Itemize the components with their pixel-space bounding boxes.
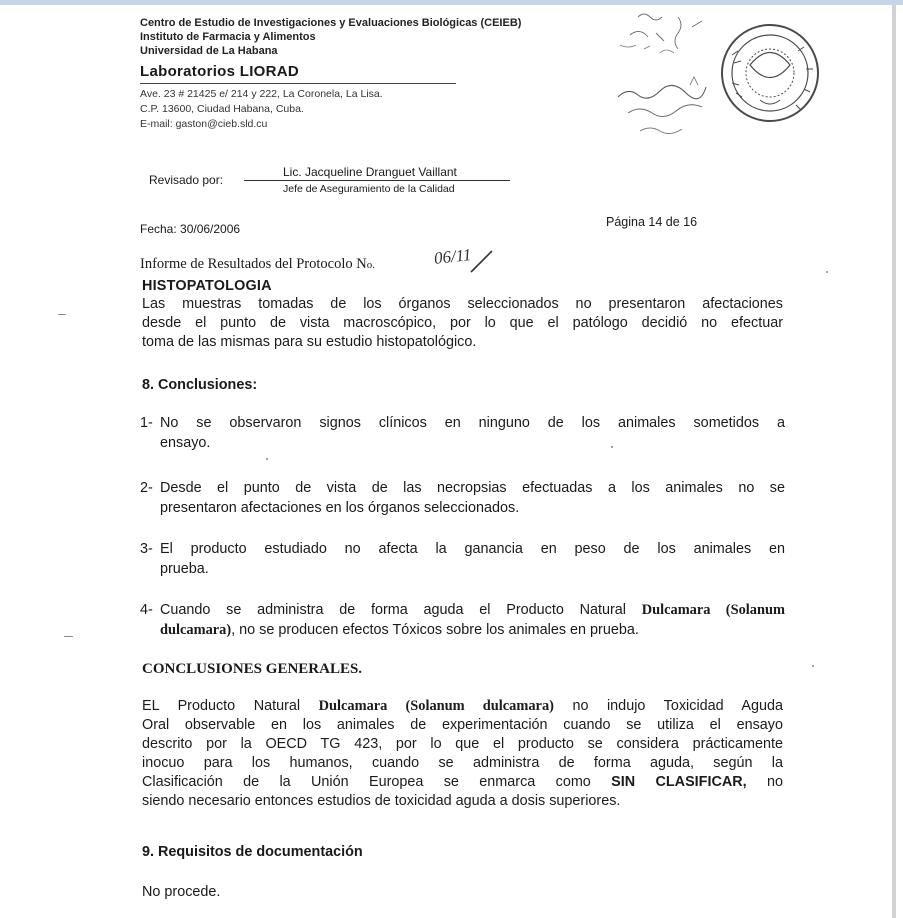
general-conclusions-title: CONCLUSIONES GENERALES.: [142, 661, 363, 677]
address-line-1: Ave. 23 # 21425 e/ 214 y 222, La Coronela, La Lisa.: [140, 88, 383, 100]
product-name-cont: dulcamara): [160, 622, 232, 638]
lab-name: Laboratorios LIORAD: [140, 63, 300, 80]
scan-speck: [266, 458, 268, 460]
general-text-cont: no indujo Toxicidad Aguda: [553, 698, 783, 714]
protocol-number-handwritten: 06/11: [433, 245, 473, 268]
item-line-1: El producto estudiado no afecta la ganancia en peso de los animales en: [160, 541, 785, 557]
item-text: Cuando se administra de forma aguda el Producto Natural: [160, 602, 642, 618]
page-number: Página 14 de 16: [606, 215, 698, 229]
general-line-5: [142, 773, 783, 792]
conclusion-item-4: [140, 600, 785, 640]
handwritten-stroke-icon: [468, 248, 498, 276]
scan-speck: [611, 446, 613, 448]
item-number: 2-: [140, 480, 153, 496]
document-date: Fecha: 30/06/2006: [140, 222, 241, 236]
classification-badge: SIN CLASIFICAR,: [611, 774, 747, 790]
header-rule: [140, 83, 456, 84]
item-number: 4-: [140, 602, 153, 618]
reviewed-by-label: Revisado por:: [149, 173, 224, 187]
right-border: [892, 5, 896, 918]
general-line-2: Oral observable en los animales de experimentación cuando se utiliza el ensayo: [142, 717, 783, 733]
requirements-text: No procede.: [142, 884, 221, 900]
protocol-label: Informe de Resultados del Protocolo N: [140, 256, 367, 272]
address-line-2: C.P. 13600, Ciudad Habana, Cuba.: [140, 103, 304, 115]
scan-speck: [58, 314, 66, 315]
product-name: Dulcamara (Solanum: [641, 602, 785, 618]
general-line-6: siendo necesario entonces estudios de toxicidad aguda a dosis superiores.: [142, 793, 621, 809]
histopathology-title: HISTOPATOLOGIA: [142, 278, 272, 294]
item-line-2: ensayo.: [160, 435, 211, 451]
item-line-1: Desde el punto de vista de las necropsias efectuadas a los animales no se: [160, 480, 785, 496]
conclusions-title: 8. Conclusiones:: [142, 377, 258, 393]
scan-speck: [64, 636, 73, 637]
histo-line-3: toma de las mismas para su estudio histopatológico.: [142, 334, 477, 350]
signature-line: [244, 180, 510, 181]
item-line-2: [140, 620, 785, 640]
item-number: 1-: [140, 415, 153, 431]
product-name: Dulcamara (Solanum dulcamara): [318, 698, 554, 714]
item-line-1: [140, 600, 785, 620]
stamp-seal-icon: [600, 5, 820, 145]
general-text-cont: no: [746, 774, 783, 790]
conclusion-item-3: [140, 539, 785, 579]
item-line-1: No se observaron signos clínicos en ninguno de los animales sometidos a: [160, 415, 785, 431]
conclusion-item-1: [140, 413, 785, 453]
histo-line-1: Las muestras tomadas de los órganos seleccionados no presentaron afectaciones: [142, 296, 783, 312]
scan-speck: [826, 271, 828, 273]
conclusion-item-2: [140, 478, 785, 518]
item-text-cont: , no se producen efectos Tóxicos sobre los animales en prueba.: [231, 622, 639, 638]
histo-line-2: desde el punto de vista macroscópico, por lo que el patólogo decidió no efectuar: [142, 315, 783, 331]
general-text: EL Producto Natural: [142, 698, 319, 714]
general-conclusions-paragraph: [142, 697, 783, 811]
institution-line-2: Instituto de Farmacia y Alimentos: [140, 31, 316, 43]
requirements-title: 9. Requisitos de documentación: [142, 844, 363, 860]
histopathology-paragraph: [142, 295, 783, 352]
institution-line-1: Centro de Estudio de Investigaciones y Evaluaciones Biológicas (CEIEB): [140, 17, 522, 29]
general-line-3: descrito por la OECD TG 423, por lo que el producto se considera prácticamente: [142, 736, 783, 752]
general-line-4: inocuo para los humanos, cuando se administra de forma aguda, según la: [142, 755, 783, 771]
reviewer-role: Jefe de Aseguramiento de la Calidad: [283, 183, 455, 195]
institution-line-3: Universidad de La Habana: [140, 45, 278, 57]
protocol-line: [140, 256, 375, 273]
scan-speck: [812, 665, 814, 667]
email-line: E-mail: gaston@cieb.sld.cu: [140, 118, 268, 130]
item-number: 3-: [140, 541, 153, 557]
general-line-1: [142, 697, 783, 716]
reviewer-name: Lic. Jacqueline Dranguet Vaillant: [283, 165, 457, 179]
general-text: Clasificación de la Unión Europea se enmarca como: [142, 774, 612, 790]
item-line-2: presentaron afectaciones en los órganos seleccionados.: [160, 500, 520, 516]
item-line-2: prueba.: [160, 561, 209, 577]
protocol-no-suffix: o.: [366, 259, 375, 271]
